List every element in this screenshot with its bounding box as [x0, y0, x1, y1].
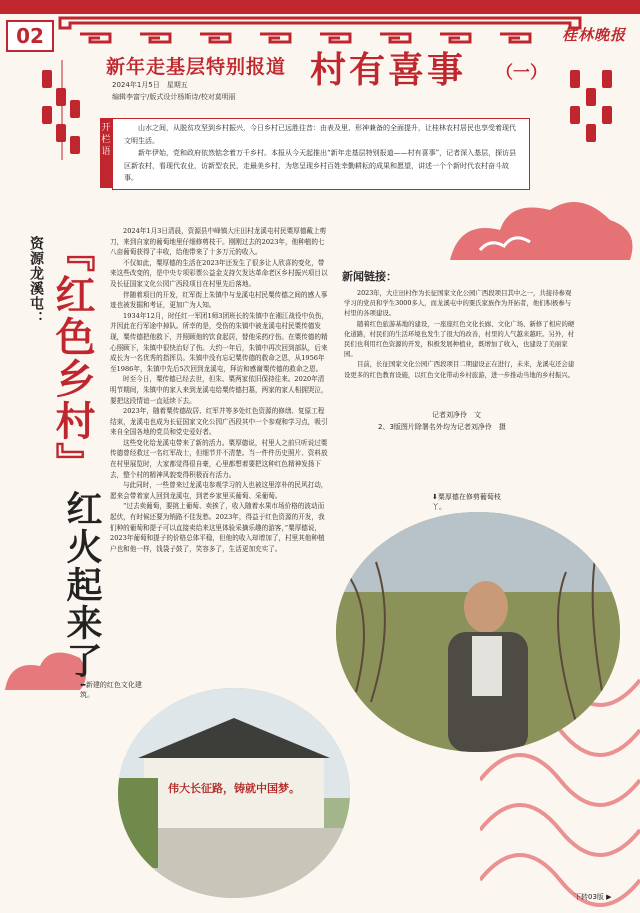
article-paragraph: 这些变化给龙溪屯带来了新的活力。粟厚德说，村里人之前只听说过粟传德曾经救过一名红军战士，但细节并不清楚。当一件件历史照片、资料放在村里展览时，大家都觉得很自豪，心里都想着要把这种红色精神发扬下去，整个村的精神风貌变得积极而有活力。: [110, 438, 328, 479]
article-paragraph: 与此同时，一些曾来过龙溪屯参观学习的人也被这里淳朴的民风打动，愿来会带着家人回到龙溪屯，到老乡家里买葡萄、采葡萄。: [110, 481, 328, 500]
article-body: [110, 226, 328, 554]
photo-caption: ⬅新建的红色文化建筑。: [80, 681, 142, 699]
news-link-title: 新闻链接：: [342, 270, 397, 283]
firecracker-icon: [38, 60, 86, 170]
photo-red-culture-building: [118, 688, 350, 898]
editor-line: 编辑李富宁/版式设计杨斯诗/校对莫明丽: [112, 93, 236, 101]
news-paragraph: 2023年，大庄田村作为长征国家文化公园广西段项目其中之一，共接待参观学习的党员和学生3000多人，而龙溪屯中的粟氏家族作为开拓者，他们积极参与村里的各项建设。: [344, 289, 572, 318]
article-paragraph: 1934年12月，时任红一军团1师3团班长的朱镇中在湘江战役中负伤，并因此在行军途中掉队。所幸的是，受伤的朱镇中被龙溪屯村民粟传德发现，粟传德把他救下，并照顾他的饮食起居，替他采药疗伤。在粟传德的精心照顾下，朱镇中很快治好了伤。大约一年后，朱镇中再次回到部队，后来成长为一名优秀的指挥员。朱镇中没有忘记粟传德的救命之恩，从1956年至1986年，朱镇中先后5次回到龙溪屯，拜访和感谢粟传德的救命之恩。: [110, 311, 328, 373]
intro-label: 开栏语: [100, 118, 112, 188]
cloud-ornament-icon: [440, 190, 640, 280]
intro-text: [124, 122, 522, 185]
headline-main: 『红色乡村』: [49, 232, 95, 484]
article-paragraph: 2024年1月3日清晨，资源县中峰镇大庄田村龙溪屯村民粟厚德戴上剪刀，来到自家的葡萄地里仔细修剪枝干。刚刚过去的2023年，他种植的七八亩葡萄获得了丰收，给他带来了十多万元的收入。: [110, 227, 327, 257]
article-paragraph: 时至今日，粟传德已经去世，但朱、粟两家依旧保持往来。2020年清明节期间，朱镇中的家人来到龙溪屯给粟传德扫墓，两家的家人相拥哭泣，要把这段情谊一直延续下去。: [110, 375, 328, 405]
intro-paragraph: 山水之间，从脱贫攻坚到乡村振兴，今日乡村已远胜往昔：由表及里、形神兼备的全面提升，让桂林农村居民也享受着现代文明生活。: [124, 124, 516, 145]
photo-byline: 2、3版图片除署名外均为记者刘净伶 摄: [378, 423, 506, 431]
firecracker-icon: [560, 60, 630, 160]
news-link-body: [344, 288, 576, 380]
news-paragraph: 随着红色旅游基地的建设，一座座红色文化长廊、文化广场、新修了相应的硬化道路，村民们的生活环境也发生了很大的改善，村里的人气越来越旺。另外，村民们也利用红色资源的开发，积极发展种植业，既增加了收入，也建设了美丽家园。: [344, 319, 575, 359]
issue-number: （一）: [496, 63, 547, 83]
article-paragraph: 2023年，随着粟传德故居、红军井等多处红色资源的修缮、复原工程结束，龙溪屯也成为长征国家文化公园广西段其中一个参观和学习点，吸引来自全国各地的党员和党史爱好者。: [110, 407, 328, 437]
paper-logo: 桂林晚报: [561, 26, 626, 44]
byline: 记者刘净伶 文: [432, 411, 481, 419]
intro-paragraph: 新年伊始，党和政府依然惦念着万千乡村。本报从今天起推出“新年走基层特别报道——村有喜事”，记者深入基层，探访县区新农村，看现代农业，访新型农民，走最美乡村，为您呈现乡村百姓幸勤耕耘的成果和愿望，讲述一个个新时代农村奋斗故事。: [124, 149, 517, 182]
location-label: 资源龙溪屯：: [28, 236, 44, 326]
photo-grape-pruning: [336, 512, 620, 752]
headline-sub: 红火起来了: [61, 490, 102, 680]
series-title: 新年走基层特别报道: [106, 56, 287, 78]
article-paragraph: 伴随着项目的开发，红军街上朱镇中与龙溪屯村民粟传德之间的感人事迹也被发掘和考证，更加广为人知。: [110, 290, 328, 310]
building-slogan: 伟大长征路，铸就中国梦。: [168, 782, 300, 795]
article-paragraph: “过去卖葡萄，要挑上葡萄、卖挨了，收入随着水果市场价格的波动而起伏，有时候还要为销路不佳发愁。2023年，得益于红色资源的开发，我们种的葡萄和提子可以直接卖给来这里体验采摘乐趣的游客，”粟厚德说，2023年葡萄和提子的价格总体平稳，但他的收入却增加了，村里其他种植户也和他一样，钱袋子鼓了，笑容多了，生活更加充实了。: [110, 502, 325, 553]
date-line: 2024年1月5日 星期五: [112, 81, 188, 89]
article-paragraph: 不仅如此，粟厚德的生活在2023年还发生了很多让人欣喜的变化，带来这些改变的，是中央专项彩票公益金支持欠发达革命老区乡村振兴项目以及长征国家文化公园广西段项目在村里先后落地。: [110, 258, 328, 288]
page-number: 02: [6, 20, 54, 52]
page-title: 村有喜事: [310, 50, 467, 91]
photo-caption: ⬇粟厚德在修剪葡萄枝丫。: [432, 493, 501, 511]
next-page-link[interactable]: 下转03版 ▶: [574, 893, 612, 901]
news-paragraph: 目前，长征国家文化公园广西段项目二期建设正在进行，未来，龙溪屯还会建设更多的红色教育设施，以红色文化带动乡村旅游，进一步推动当地的乡村振兴。: [344, 360, 575, 379]
